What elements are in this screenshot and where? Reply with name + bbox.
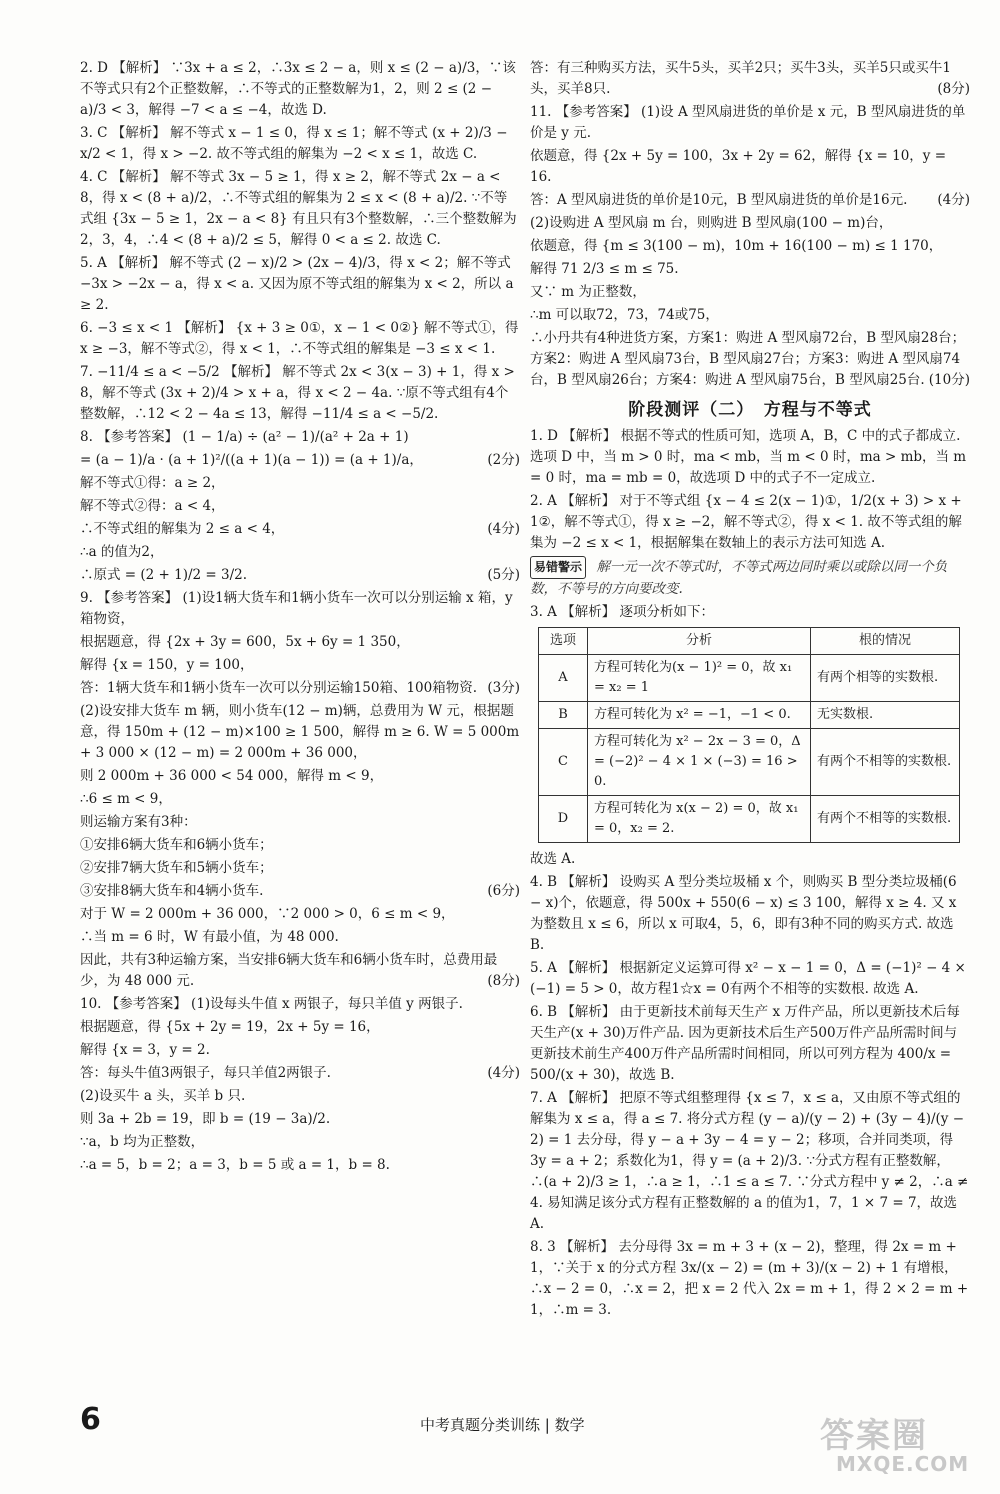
answer-text: 2. D 【解析】 ∵3x + a ≤ 2，∴3x ≤ 2 − a，则 x ≤ (2 − a)/3，∵该不等式只有2个正整数解，∴不等式的正整数解为1，2，则 2 ≤ (2 − a)/3 < 3，解得 −7 < a ≤ −4，故选 D. (80, 60, 516, 118)
answer-text: ∴6 ≤ m < 9， (80, 791, 172, 807)
table-cell: 方程可转化为 x² − 2x − 3 = 0，Δ = (−2)² − 4 × 1 × (−3) = 16 > 0. (588, 729, 811, 796)
answer-text: 6. −3 ≤ x < 1 【解析】 {x + 3 ≥ 0①，x − 1 < 0②} 解不等式①，得 x ≥ −3，解不等式②，得 x < 1，∴不等式组的解集是 −3 ≤ x < 1. (80, 320, 519, 357)
answer-paragraph (80, 542, 520, 563)
answer-text: ①安排6辆大货车和6辆小货车； (80, 837, 273, 853)
table-header: 选项 (539, 628, 588, 655)
answer-paragraph (80, 427, 520, 448)
answer-paragraph (80, 496, 520, 517)
answer-text: 答：每头牛值3两银子，每只羊值2两银子. (80, 1065, 331, 1081)
score-mark: (4分) (487, 521, 520, 537)
answer-text: ∴a 的值为2， (80, 544, 164, 560)
answer-paragraph (80, 58, 520, 121)
answer-text: ∴不等式组的解集为 2 ≤ a < 4， (80, 521, 285, 537)
answer-paragraph (80, 1063, 520, 1084)
answer-text: 答：1辆大货车和1辆小货车一次可以分别运输150箱、100箱物资. (80, 680, 478, 696)
score-mark: (10分) (928, 372, 970, 388)
answer-paragraph (530, 305, 970, 326)
answer-text: 故选 A. (530, 851, 576, 867)
answer-text: 11. 【参考答案】 (1)设 A 型风扇进货的单价是 x 元，B 型风扇进货的单价是 y 元. (530, 104, 966, 141)
answer-text: 则运输方案有3种： (80, 814, 197, 830)
answer-text: ∴原式 = (2 + 1)/2 = 3/2. (80, 567, 248, 583)
answer-text: 根据题意，得 {2x + 3y = 600，5x + 6y = 1 350， (80, 634, 410, 650)
table-cell: 有两个相等的实数根. (811, 655, 960, 702)
answer-text: ∴小丹共有4种进货方案，方案1：购进 A 型风扇72台，B 型风扇28台；方案2：购进 A 型风扇73台，B 型风扇27台；方案3：购进 A 型风扇74台，B 型风扇26台；方案4：购进 A 型风扇75台，B 型风扇25台. (530, 330, 966, 388)
answer-paragraph (80, 789, 520, 810)
analysis-table (538, 627, 960, 843)
answer-text: (2)设购进 A 型风扇 m 台，则购进 B 型风扇(100 − m)台， (530, 215, 893, 231)
answer-text: 4. C 【解析】 解不等式 3x − 5 ≥ 1，得 x ≥ 2，解不等式 2x − a < 8，得 x < (8 + a)/2，∴不等式组的解集为 2 ≤ x < (8 + a)/2. ∵不等式组 {3x − 5 ≥ 1，2x − a < 8} 有且只有3个整数解，∴三个整数解为2，3，4，∴4 < (8 + a)/2 ≤ 5，解得 0 < a ≤ 2. 故选 C. (80, 169, 517, 248)
answer-text: 依题意，得 {m ≤ 3(100 − m)，10m + 16(100 − m) ≤ 1 170， (530, 238, 943, 254)
answer-paragraph (80, 1040, 520, 1061)
table-row (539, 702, 960, 729)
answer-paragraph (530, 102, 970, 144)
right-column (530, 58, 970, 1323)
answer-paragraph (80, 835, 520, 856)
answer-text: 则 2 000m + 36 000 < 54 000，解得 m < 9， (80, 768, 384, 784)
answer-text: 8. 【参考答案】 (1 − 1/a) ÷ (a² − 1)/(a² + 2a + 1) (80, 429, 409, 445)
score-mark: (5分) (487, 567, 520, 583)
answer-paragraph (80, 678, 520, 699)
answer-paragraph (80, 565, 520, 586)
score-mark: (6分) (487, 883, 520, 899)
answer-paragraph (80, 1132, 520, 1153)
watermark-logo: 答案圈 (820, 1416, 928, 1456)
warning-note (530, 556, 970, 600)
answer-text: 答：A 型风扇进货的单价是10元，B 型风扇进货的单价是16元. (530, 192, 908, 208)
answer-paragraph (80, 881, 520, 902)
answer-paragraph (80, 588, 520, 630)
answer-paragraph (530, 259, 970, 280)
answer-paragraph (530, 958, 970, 1000)
answer-text: ∵a，b 均为正整数， (80, 1134, 205, 1150)
table-cell: 有两个不相等的实数根. (811, 796, 960, 843)
watermark-url: MXQE.COM (836, 1452, 970, 1476)
table-header: 根的情况 (811, 628, 960, 655)
answer-paragraph (80, 812, 520, 833)
answer-paragraph (80, 1155, 520, 1176)
book-title: 中考真题分类训练 | 数学 (420, 1416, 585, 1434)
answer-paragraph (530, 328, 970, 391)
answer-paragraph (80, 318, 520, 360)
answer-paragraph (530, 872, 970, 956)
right-bottom-block (530, 849, 970, 1321)
table-cell: A (539, 655, 588, 702)
answer-text: 2. A 【解析】 对于不等式组 {x − 4 ≤ 2(x − 1)①，1/2(x + 3) > x + 1②，解不等式①，得 x ≥ −2，解不等式②，得 x < 1. 故不等式组的解集为 −2 ≤ x < 1，根据解集在数轴上的表示方法可知选 A. (530, 493, 962, 551)
answer-text: 则 3a + 2b = 19，即 b = (19 − 3a)/2. (80, 1111, 331, 1127)
table-row (539, 655, 960, 702)
score-mark: (2分) (487, 452, 520, 468)
answer-paragraph (80, 1017, 520, 1038)
score-mark: (8分) (487, 973, 520, 989)
answer-text: 又∵ m 为正整数， (530, 284, 646, 300)
answer-paragraph (80, 362, 520, 425)
answer-text: (2)设安排大货车 m 辆，则小货车(12 − m)辆，总费用为 W 元，根据题意，得 150m + (12 − m)×100 ≥ 1 500，解得 m ≥ 6. W = 5 000m + 3 000 × (12 − m) = 2 000m + 36 000， (80, 703, 520, 761)
score-mark: (4分) (487, 1065, 520, 1081)
answer-text: 7. A 【解析】 把原不等式组整理得 {x ≤ 7，x ≤ a，又由原不等式组的解集为 x ≤ a，得 a ≤ 7. 将分式方程 (y − a)/(y − 2) + (3y − 4)/(y − 2) = 1 去分母，得 y − a + 3y − 4 = y − 2；移项，合并同类项，得 3y = a + 2；系数化为1，得 y = (a + 2)/3. ∵分式方程有正整数解，∴(a + 2)/3 ≥ 1，∴a ≥ 1，∴1 ≤ a ≤ 7. ∵分式方程中 y ≠ 2，∴a ≠ 4. 易知满足该分式方程有正整数解的 a 的值为1，7，1 × 7 = 7，故选 A. (530, 1090, 969, 1232)
answer-text: ∴m 可以取72，73，74或75， (530, 307, 719, 323)
score-mark: (8分) (937, 81, 970, 97)
table-cell: 方程可转化为(x − 1)² = 0，故 x₁ = x₂ = 1 (588, 655, 811, 702)
table-cell: 无实数根. (811, 702, 960, 729)
left-column (80, 58, 520, 1178)
answer-text: 10. 【参考答案】 (1)设每头牛值 x 两银子，每只羊值 y 两银子. (80, 996, 463, 1012)
answer-text: 解不等式②得：a < 4， (80, 498, 225, 514)
answer-text: 解得 71 2/3 ≤ m ≤ 75. (530, 261, 679, 277)
answer-paragraph (80, 123, 520, 165)
answer-text: = (a − 1)/a · (a + 1)²/((a + 1)(a − 1)) = (a + 1)/a， (80, 452, 423, 468)
answer-paragraph (80, 167, 520, 251)
answer-paragraph (80, 858, 520, 879)
answer-text: 8. 3 【解析】 去分母得 3x = m + 3 + (x − 2)，整理，得 2x = m + 1，∵关于 x 的分式方程 3x/(x − 2) = (m + 3)/(x − 2) + 1 有增根，∴x − 2 = 0，∴x = 2，把 x = 2 代入 2x = m + 1，得 2 × 2 = m + 1，∴m = 3. (530, 1239, 969, 1318)
warning-label: 易错警示 (530, 556, 586, 579)
answer-text: 6. B 【解析】 由于更新技术前每天生产 x 万件产品，所以更新技术后每天生产(x + 30)万件产品. 因为更新技术后生产500万件产品所需时间与更新技术前生产400万件产品所需时间相同，所以可列方程为 400/x = 500/(x + 30)，故选 B. (530, 1004, 960, 1083)
answer-paragraph (530, 282, 970, 303)
answer-text: 9. 【参考答案】 (1)设1辆大货车和1辆小货车一次可以分别运输 x 箱，y 箱物资， (80, 590, 513, 627)
answer-paragraph (530, 1088, 970, 1235)
score-mark: (4分) (937, 192, 970, 208)
answer-text: 解得 {x = 150，y = 100， (80, 657, 254, 673)
answer-text: 解不等式①得：a ≥ 2， (80, 475, 225, 491)
table-cell: 方程可转化为 x² = −1，−1 < 0. (588, 702, 811, 729)
answer-text: 解得 {x = 3，y = 2. (80, 1042, 210, 1058)
answer-paragraph (80, 253, 520, 316)
answer-text: 4. B 【解析】 设购买 A 型分类垃圾桶 x 个，则购买 B 型分类垃圾桶(6 − x)个，依题意，得 500x + 550(6 − x) ≤ 3 100，解得 x ≥ 4. 又 x 为整数且 x ≤ 6，所以 x 可取4，5，6，即有3种不同的购买方式. 故选 B. (530, 874, 957, 953)
table-cell: D (539, 796, 588, 843)
answer-text: 3. C 【解析】 解不等式 x − 1 ≤ 0，得 x ≤ 1；解不等式 (x + 2)/3 − x/2 < 1，得 x > −2. 故不等式组的解集为 −2 < x ≤ 1，故选 C. (80, 125, 508, 162)
answer-paragraph (80, 450, 520, 471)
q3-intro: 3. A 【解析】 逐项分析如下： (530, 604, 715, 620)
answer-paragraph (530, 236, 970, 257)
answer-paragraph (80, 1109, 520, 1130)
answer-paragraph (80, 994, 520, 1015)
answer-text: 1. D 【解析】 根据不等式的性质可知，选项 A，B，C 中的式子都成立. 选项 D 中，当 m > 0 时，ma < mb，当 m < 0 时，ma > mb，当 m = 0 时，ma = mb = 0，故选项 D 中的式子不一定成立. (530, 428, 967, 486)
answer-paragraph (80, 519, 520, 540)
answer-paragraph (530, 1237, 970, 1321)
right-top-block (530, 58, 970, 391)
answer-text: ∴当 m = 6 时，W 有最小值，为 48 000. (80, 929, 339, 945)
answer-paragraph (80, 655, 520, 676)
answer-paragraph (530, 1002, 970, 1086)
answer-paragraph (80, 766, 520, 787)
score-mark: (3分) (487, 680, 520, 696)
answer-paragraph (530, 58, 970, 100)
answer-text: 根据题意，得 {5x + 2y = 19，2x + 5y = 16， (80, 1019, 380, 1035)
answer-paragraph (80, 927, 520, 948)
table-header: 分析 (588, 628, 811, 655)
table-row (539, 729, 960, 796)
answer-paragraph (530, 146, 970, 188)
answer-text: (2)设买牛 a 头，买羊 b 只. (80, 1088, 246, 1104)
answer-paragraph (530, 190, 970, 211)
right-mid-block (530, 426, 970, 554)
answer-paragraph (530, 426, 970, 489)
table-cell: 有两个不相等的实数根. (811, 729, 960, 796)
page-number: 6 (80, 1402, 101, 1437)
table-header-row (539, 628, 960, 655)
answer-paragraph (530, 849, 970, 870)
answer-text: 5. A 【解析】 根据新定义运算可得 x² − x − 1 = 0，Δ = (−1)² − 4 × (−1) = 5 > 0，故方程1☆x = 0有两个不相等的实数根. 故选 A. (530, 960, 966, 997)
table-row (539, 796, 960, 843)
answer-text: 依题意，得 {2x + 5y = 100，3x + 2y = 62，解得 {x = 10，y = 16. (530, 148, 947, 185)
answer-paragraph (80, 632, 520, 653)
table-cell: B (539, 702, 588, 729)
answer-text: ∴a = 5，b = 2；a = 3，b = 5 或 a = 1，b = 8. (80, 1157, 390, 1173)
answer-paragraph (530, 213, 970, 234)
answer-paragraph (80, 904, 520, 925)
answer-text: 答：有三种购买方法，买牛5头，买羊2只；买牛3头，买羊5只或买牛1头，买羊8只. (530, 60, 951, 97)
section-title: 阶段测评（二） 方程与不等式 (628, 400, 872, 420)
answer-paragraph (80, 1086, 520, 1107)
table-cell: 方程可转化为 x(x − 2) = 0，故 x₁ = 0，x₂ = 2. (588, 796, 811, 843)
answer-paragraph (80, 701, 520, 764)
warning-text: 解一元一次不等式时，不等式两边同时乘以或除以同一个负数，不等号的方向要改变. (530, 559, 948, 597)
answer-text: 对于 W = 2 000m + 36 000，∵2 000 > 0，6 ≤ m < 9， (80, 906, 455, 922)
table-cell: C (539, 729, 588, 796)
answer-paragraph (80, 473, 520, 494)
answer-paragraph (80, 950, 520, 992)
answer-text: 7. −11/4 ≤ a < −5/2 【解析】 解不等式 2x < 3(x − 3) + 1，得 x > 8，解不等式 (3x + 2)/4 > x + a，得 x < 2 − 4a. ∵原不等式组有4个整数解，∴12 < 2 − 4a ≤ 13，解得 −11/4 ≤ a < −5/2. (80, 364, 515, 422)
answer-text: ③安排8辆大货车和4辆小货车. (80, 883, 264, 899)
answer-paragraph (530, 491, 970, 554)
answer-text: 5. A 【解析】 解不等式 (2 − x)/2 > (2x − 4)/3，得 x < 2；解不等式 −3x > −2x − a，得 x < a. 又因为原不等式组的解集为 x < 2，所以 a ≥ 2. (80, 255, 514, 313)
answer-text: ②安排7辆大货车和5辆小货车； (80, 860, 273, 876)
answer-text: 因此，共有3种运输方案，当安排6辆大货车和6辆小货车时，总费用最少，为 48 000 元. (80, 952, 498, 989)
